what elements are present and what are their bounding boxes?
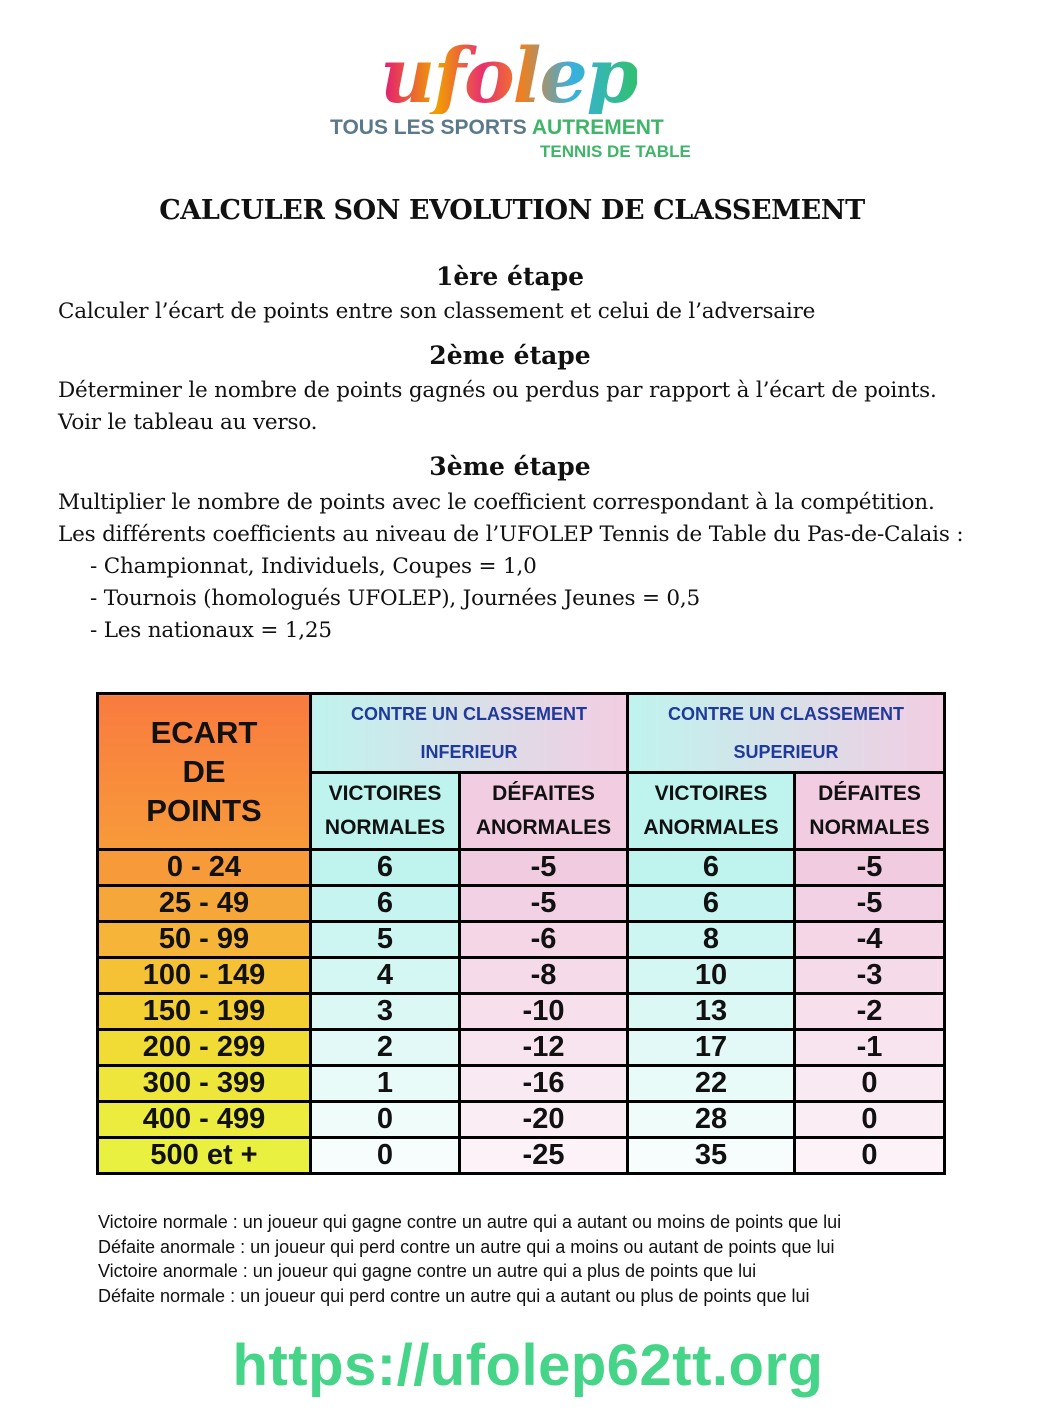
coefficient-item: - Tournois (homologués UFOLEP), Journées Jeunes = 0,5 — [90, 586, 700, 611]
step-1-heading: 1ère étape — [435, 262, 585, 291]
table-row — [98, 1138, 945, 1174]
step-1-text — [58, 296, 815, 328]
defaites-normales-cell: -5 — [795, 850, 945, 886]
ufolep-logo — [300, 30, 760, 170]
victoires-normales-cell: 0 — [311, 1138, 460, 1174]
step-2-heading: 2ème étape — [429, 341, 591, 370]
group-line: SUPERIEUR — [733, 742, 839, 762]
col-header-victoires-anormales — [628, 773, 795, 850]
victoires-normales-cell: 5 — [311, 922, 460, 958]
corner-header — [98, 694, 311, 850]
website-link[interactable]: https://ufolep62tt.org — [232, 1333, 824, 1398]
defaites-anormales-cell: -20 — [460, 1102, 628, 1138]
table-row — [98, 958, 945, 994]
table-row — [98, 922, 945, 958]
defaites-anormales-cell: -8 — [460, 958, 628, 994]
col-header-line: NORMALES — [809, 816, 930, 839]
corner-line: POINTS — [146, 793, 262, 828]
step-3-line: Les différents coefficients au niveau de l’UFOLEP Tennis de Table du Pas-de-Calais : — [58, 522, 964, 547]
group-line: CONTRE UN CLASSEMENT — [350, 704, 587, 724]
table-body — [98, 850, 945, 1174]
defaites-anormales-cell: -25 — [460, 1138, 628, 1174]
step-3-text — [58, 487, 963, 647]
range-cell: 100 - 149 — [98, 958, 311, 994]
victoires-normales-cell: 2 — [311, 1030, 460, 1066]
table-row — [98, 1102, 945, 1138]
defaites-normales-cell: 0 — [795, 1138, 945, 1174]
coefficient-item: - Championnat, Individuels, Coupes = 1,0 — [90, 554, 537, 579]
defaites-normales-cell: -3 — [795, 958, 945, 994]
defaites-anormales-cell: -5 — [460, 850, 628, 886]
group-header-superieur — [628, 694, 945, 773]
victoires-anormales-cell: 6 — [628, 850, 795, 886]
coefficient-item: - Les nationaux = 1,25 — [90, 618, 332, 643]
range-cell: 400 - 499 — [98, 1102, 311, 1138]
victoires-anormales-cell: 10 — [628, 958, 795, 994]
range-cell: 150 - 199 — [98, 994, 311, 1030]
group-line: INFERIEUR — [420, 742, 518, 762]
definitions-notes — [98, 1210, 841, 1308]
table-row — [98, 1066, 945, 1102]
group-line: CONTRE UN CLASSEMENT — [667, 704, 904, 724]
logo-subtitle: TENNIS DE TABLE — [540, 142, 691, 161]
step-2-line: Voir le tableau au verso. — [58, 410, 318, 435]
table-row — [98, 886, 945, 922]
col-header-line: DÉFAITES — [818, 782, 921, 805]
col-header-line: ANORMALES — [643, 816, 779, 839]
col-header-line: ANORMALES — [475, 816, 612, 839]
defaites-normales-cell: -5 — [795, 886, 945, 922]
victoires-normales-cell: 6 — [311, 850, 460, 886]
note-line: Défaite anormale : un joueur qui perd contre un autre qui a moins ou autant de points que lui — [98, 1236, 835, 1257]
step-3-line: Multiplier le nombre de points avec le coefficient correspondant à la compétition. — [58, 490, 935, 515]
step-2-line: Déterminer le nombre de points gagnés ou perdus par rapport à l’écart de points. — [58, 378, 937, 403]
col-header-defaites-anormales — [460, 773, 628, 850]
corner-line: DE — [182, 754, 226, 789]
corner-line: ECART — [150, 715, 258, 750]
range-cell: 300 - 399 — [98, 1066, 311, 1102]
tagline-part2: AUTREMENT — [531, 116, 664, 139]
points-table — [96, 692, 946, 1175]
victoires-normales-cell: 0 — [311, 1102, 460, 1138]
col-header-line: NORMALES — [324, 816, 446, 839]
col-header-defaites-normales — [795, 773, 945, 850]
victoires-normales-cell: 1 — [311, 1066, 460, 1102]
defaites-normales-cell: -4 — [795, 922, 945, 958]
note-line: Défaite normale : un joueur qui perd contre un autre qui a autant ou plus de points que lui — [98, 1285, 810, 1306]
col-header-line: DÉFAITES — [492, 782, 595, 805]
table-row — [98, 1030, 945, 1066]
victoires-anormales-cell: 22 — [628, 1066, 795, 1102]
victoires-normales-cell: 4 — [311, 958, 460, 994]
note-line: Victoire normale : un joueur qui gagne contre un autre qui a autant ou moins de points que lui — [98, 1212, 842, 1232]
col-header-line: VICTOIRES — [654, 782, 768, 805]
defaites-normales-cell: -1 — [795, 1030, 945, 1066]
logo-tagline — [330, 116, 664, 140]
victoires-normales-cell: 6 — [311, 886, 460, 922]
victoires-anormales-cell: 28 — [628, 1102, 795, 1138]
defaites-anormales-cell: -16 — [460, 1066, 628, 1102]
victoires-anormales-cell: 8 — [628, 922, 795, 958]
logo-wordmark: ufolep — [380, 31, 638, 120]
defaites-anormales-cell: -5 — [460, 886, 628, 922]
defaites-normales-cell: -2 — [795, 994, 945, 1030]
step-2-text — [58, 375, 937, 439]
range-cell: 500 et + — [98, 1138, 311, 1174]
col-header-line: VICTOIRES — [328, 782, 442, 805]
victoires-normales-cell: 3 — [311, 994, 460, 1030]
range-cell: 200 - 299 — [98, 1030, 311, 1066]
col-header-victoires-normales — [311, 773, 460, 850]
range-cell: 50 - 99 — [98, 922, 311, 958]
victoires-anormales-cell: 17 — [628, 1030, 795, 1066]
table-row — [98, 994, 945, 1030]
range-cell: 0 - 24 — [98, 850, 311, 886]
step-1-line: Calculer l’écart de points entre son classement et celui de l’adversaire — [58, 299, 816, 324]
defaites-normales-cell: 0 — [795, 1102, 945, 1138]
step-3-heading: 3ème étape — [429, 452, 591, 481]
defaites-anormales-cell: -10 — [460, 994, 628, 1030]
page-title: CALCULER SON EVOLUTION DE CLASSEMENT — [159, 195, 865, 226]
victoires-anormales-cell: 6 — [628, 886, 795, 922]
tagline-part1: TOUS LES SPORTS — [330, 116, 527, 139]
note-line: Victoire anormale : un joueur qui gagne contre un autre qui a plus de points que lui — [98, 1261, 757, 1281]
table-row — [98, 850, 945, 886]
defaites-anormales-cell: -6 — [460, 922, 628, 958]
defaites-anormales-cell: -12 — [460, 1030, 628, 1066]
range-cell: 25 - 49 — [98, 886, 311, 922]
victoires-anormales-cell: 35 — [628, 1138, 795, 1174]
group-header-inferieur — [311, 694, 628, 773]
defaites-normales-cell: 0 — [795, 1066, 945, 1102]
victoires-anormales-cell: 13 — [628, 994, 795, 1030]
